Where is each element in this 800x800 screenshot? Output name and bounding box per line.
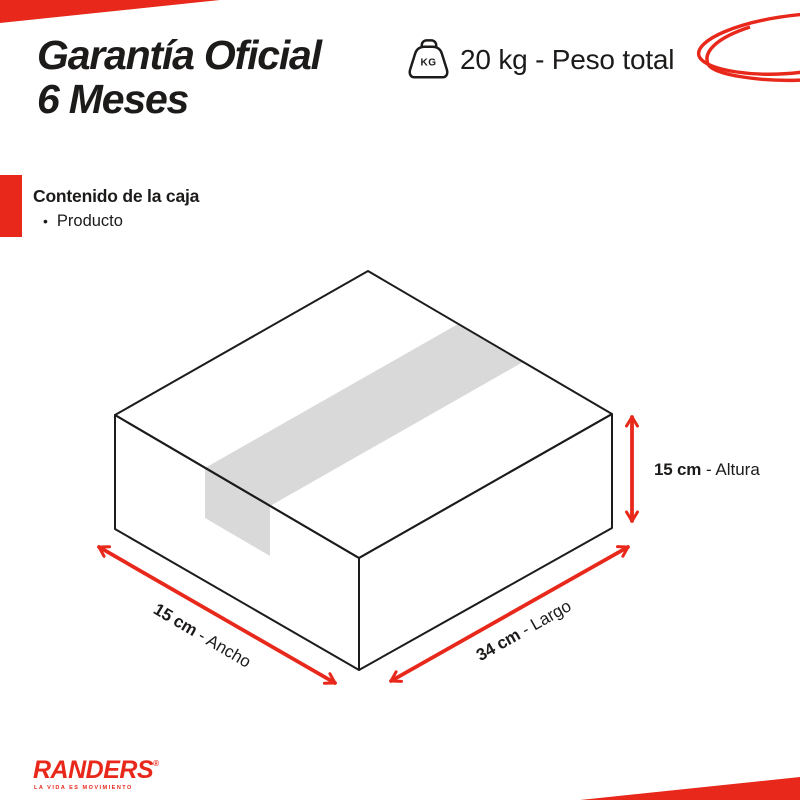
bullet-icon: • <box>43 213 48 229</box>
brand-name: RANDERS <box>33 756 154 784</box>
dimension-value: 34 cm <box>473 625 524 665</box>
contents-heading: Contenido de la caja <box>33 186 200 206</box>
dimension-name: - Ancho <box>194 625 255 672</box>
page-title <box>37 33 321 121</box>
brand-tagline: LA VIDA ES MOVIMIENTO <box>34 785 133 791</box>
dimension-name: - Altura <box>705 460 760 479</box>
altura-dimension-label <box>654 460 760 480</box>
page-title-line1: Garantía Oficial <box>37 32 321 78</box>
contents-list-item <box>33 212 199 231</box>
weight-text: 20 kg - Peso total <box>460 44 675 75</box>
dimension-value: 15 cm <box>654 460 702 479</box>
weight-icon-text: KG <box>420 57 437 69</box>
brand-wordmark <box>33 751 159 783</box>
bottom-right-corner-accent <box>580 777 800 800</box>
weight-kg-icon <box>406 38 451 82</box>
box-illustration <box>115 271 612 670</box>
brand-swoosh-icon <box>699 14 800 80</box>
footer-logo <box>33 751 159 791</box>
dimension-name: - Largo <box>518 596 575 640</box>
top-left-corner-accent <box>0 0 220 23</box>
weight-info <box>406 38 674 82</box>
page-title-line2: 6 Meses <box>37 76 189 122</box>
contents-item-label: Producto <box>56 212 123 230</box>
contents-block <box>33 186 199 231</box>
dimension-value: 15 cm <box>150 599 201 640</box>
registered-mark: ® <box>153 759 160 768</box>
contents-accent-bar <box>0 175 22 237</box>
